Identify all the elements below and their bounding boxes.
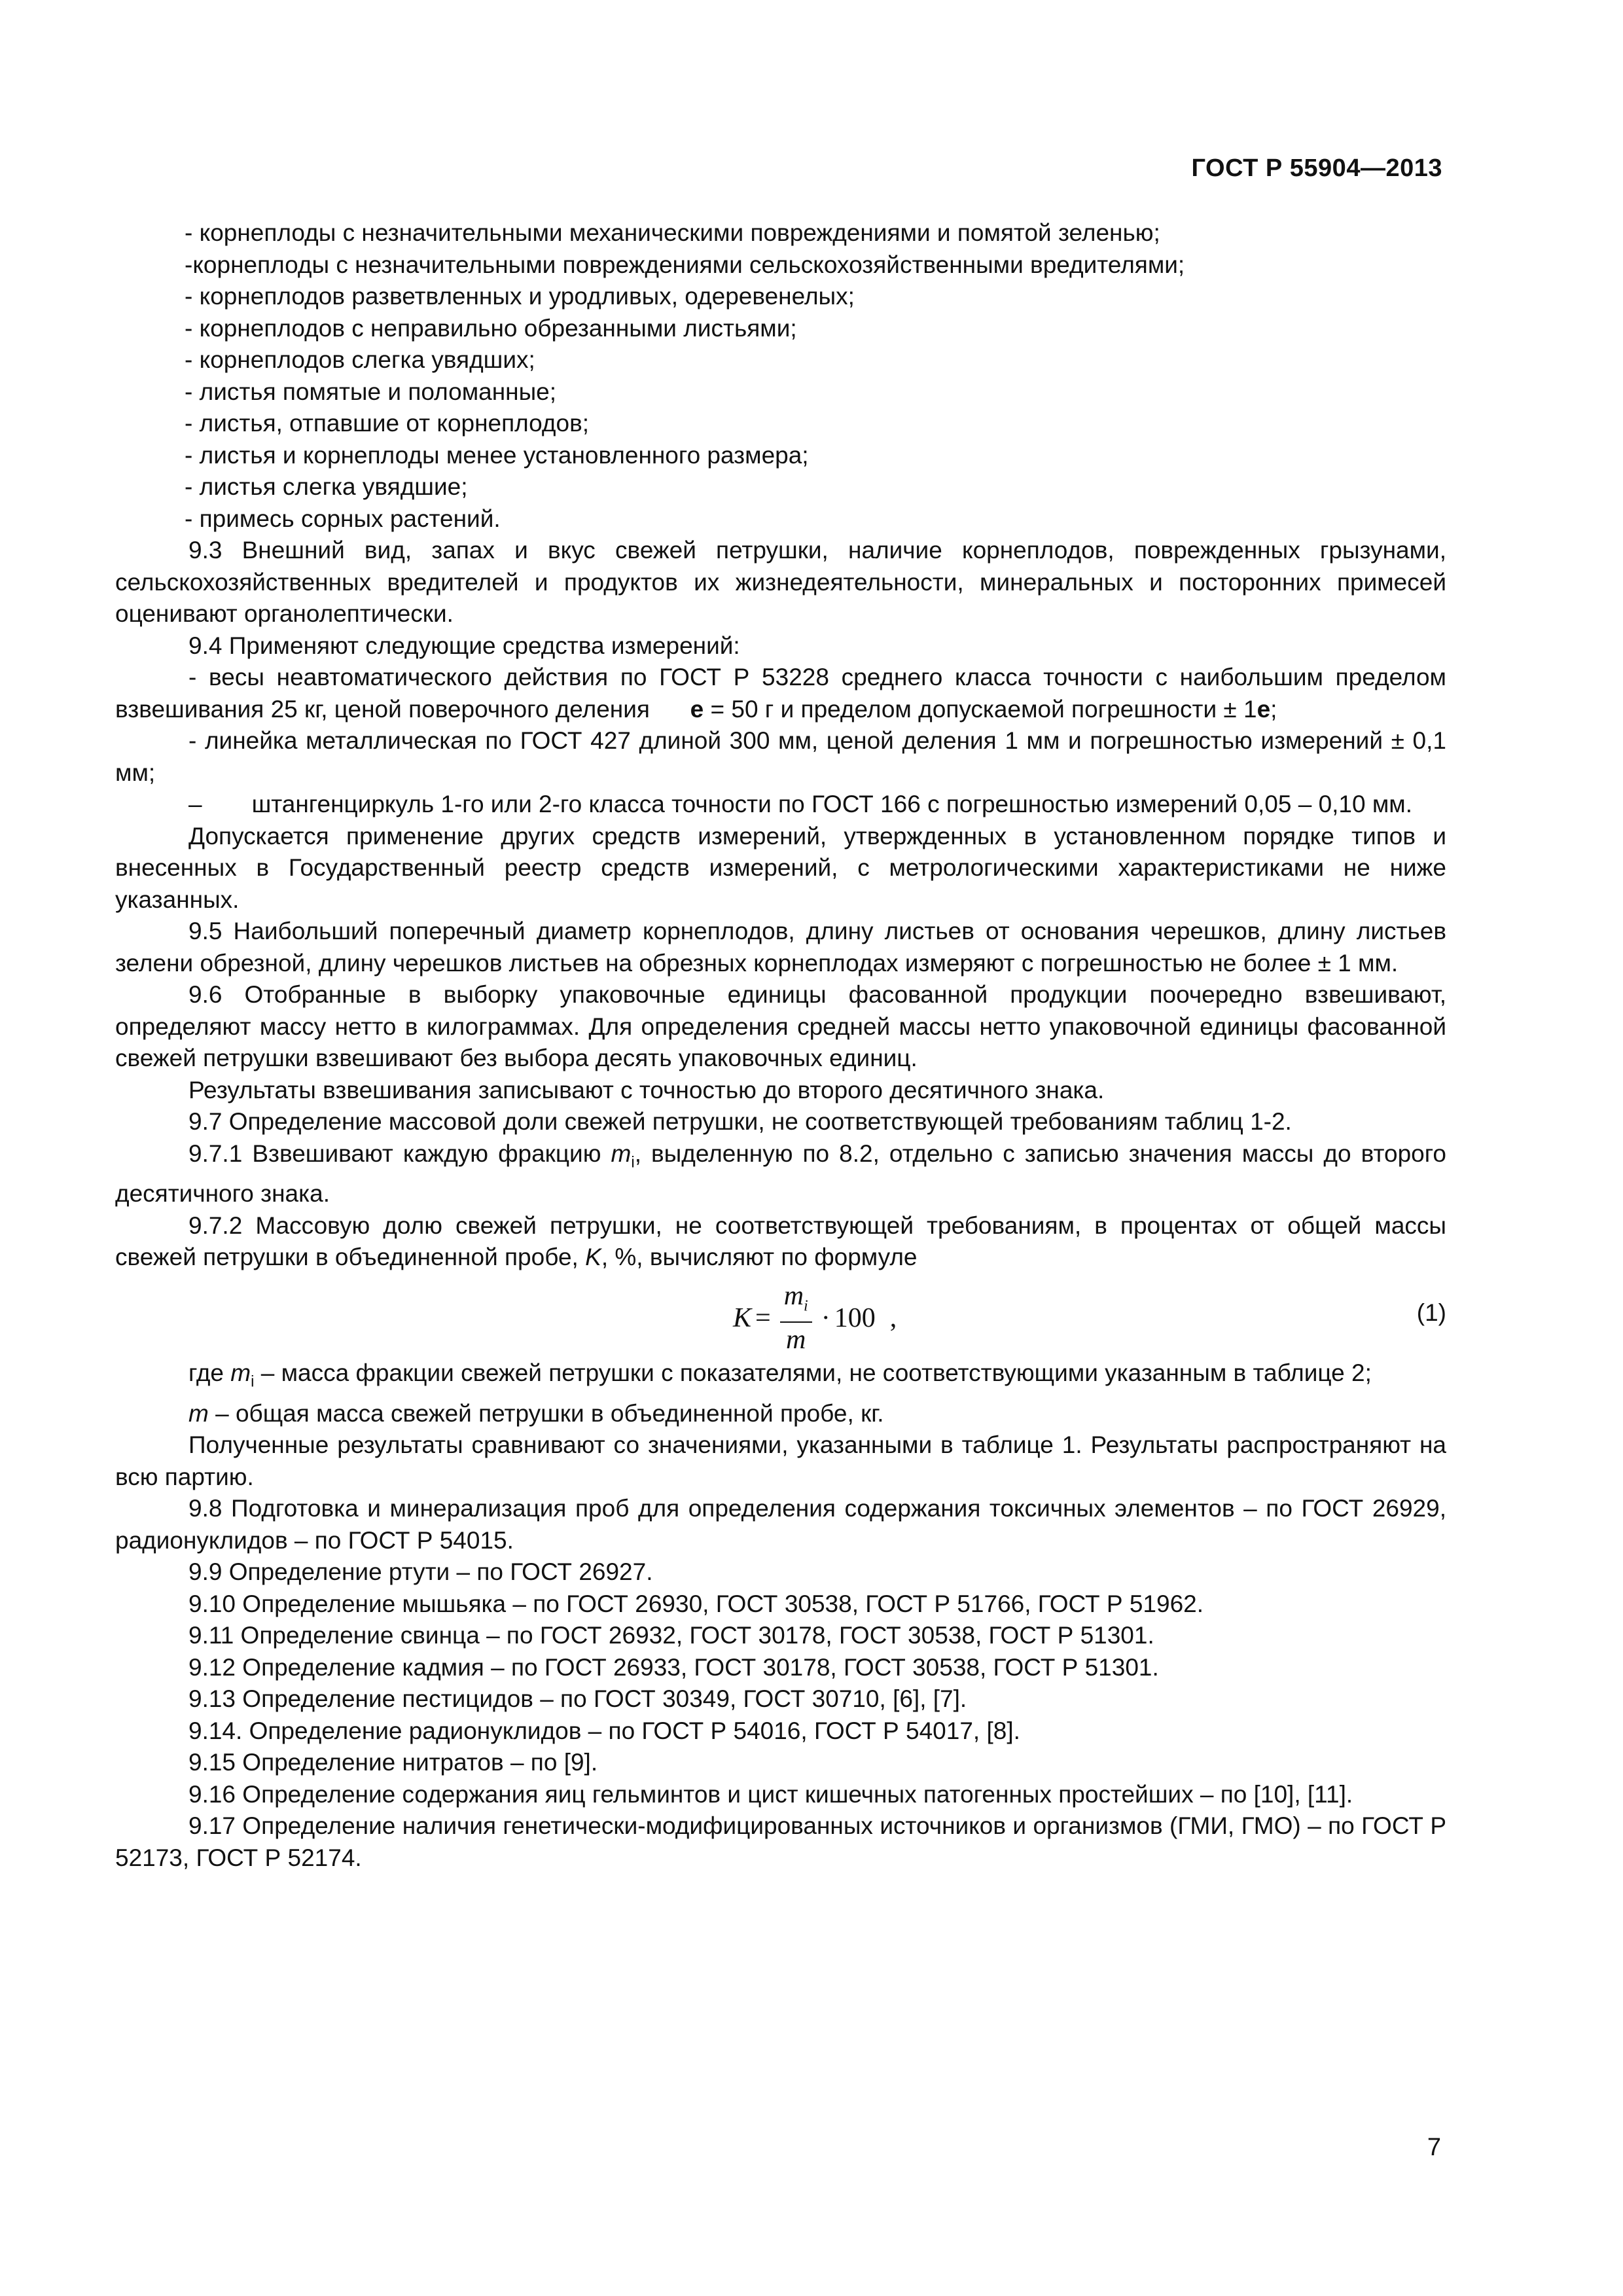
where-symbol: m bbox=[230, 1359, 251, 1386]
section-9-16: 9.16 Определение содержания яиц гельминтов и цист кишечных патогенных простейших – по [10], [11]. bbox=[188, 1780, 1353, 1808]
section-9-5: 9.5 Наибольший поперечный диаметр корнеплодов, длину листьев от основания черешков, длину листьев зелени обрезной, длину черешков листьев на обрезных корнеплодах измеряют с погрешностью не более ± 1 мм. bbox=[115, 918, 1446, 977]
where-text-b: – масса фракции свежей петрушки с показателями, не соответствующими указанным в таблице 2; bbox=[260, 1359, 1372, 1386]
section-9-3: 9.3 Внешний вид, запах и вкус свежей петрушки, наличие корнеплодов, поврежденных грызунами, сельскохозяйственных вредителей и продуктов их жизнедеятельности, минеральных и посторонних примесей оценивают органолептически. bbox=[115, 537, 1446, 627]
section-9-7: 9.7 Определение массовой доли свежей петрушки, не соответствующей требованиям таблиц 1-2. bbox=[188, 1108, 1292, 1135]
where-subscript: i bbox=[251, 1372, 255, 1391]
list-item: - листья, отпавшие от корнеплодов; bbox=[185, 410, 590, 437]
formula-numerator-sub: i bbox=[804, 1297, 808, 1315]
where-definition bbox=[115, 1357, 1446, 1398]
formula bbox=[733, 1280, 897, 1357]
list-item: - корнеплоды с незначительными механическими повреждениями и помятой зеленью; bbox=[185, 219, 1160, 246]
list-item: - листья слегка увядшие; bbox=[185, 473, 468, 500]
formula-times: · bbox=[821, 1303, 830, 1334]
section-9-4: 9.4 Применяют следующие средства измерений: bbox=[188, 632, 740, 659]
scales-text-b: = 50 г и пределом допускаемой погрешности ± 1 bbox=[710, 695, 1257, 723]
formula-fraction bbox=[780, 1280, 812, 1357]
scales-text-a: - весы неавтоматического действия по ГОСТ Р 53228 среднего класса точности с наибольшим пределом взвешивания 25 кг, ценой поверочного деления bbox=[115, 664, 1446, 723]
list-item: - листья помятые и поломанные; bbox=[185, 378, 557, 405]
where-text-a: где bbox=[188, 1359, 224, 1386]
section-9-7-2-text-a: 9.7.2 Массовую долю свежей петрушки, не соответствующей требованиям, в процентах от общей массы свежей петрушки в объединенной пробе, bbox=[115, 1211, 1446, 1271]
list-item: -корнеплоды с незначительными повреждениями сельскохозяйственными вредителями; bbox=[185, 251, 1185, 278]
section-9-17: 9.17 Определение наличия генетически-модифицированных источников и организмов (ГМИ, ГМО) – по ГОСТ Р 52173, ГОСТ Р 52174. bbox=[115, 1812, 1446, 1871]
section-9-11: 9.11 Определение свинца – по ГОСТ 26932, ГОСТ 30178, ГОСТ 30538, ГОСТ Р 51301. bbox=[188, 1622, 1154, 1649]
scale-interval-symbol: e bbox=[690, 695, 704, 723]
document-body bbox=[115, 217, 1446, 1874]
formula-block bbox=[115, 1278, 1446, 1355]
weighing-results-note: Результаты взвешивания записывают с точностью до второго десятичного знака. bbox=[188, 1076, 1105, 1103]
section-9-7-2-text-b: , %, вычисляют по формуле bbox=[601, 1244, 918, 1271]
total-mass-definition bbox=[115, 1398, 1446, 1430]
section-9-6: 9.6 Отобранные в выборку упаковочные единицы фасованной продукции поочередно взвешивают, определяют массу нетто в килограммах. Для определения средней массы нетто упаковочной единицы фасованной свежей петрушки взвешивают без выбора десять упаковочных единиц. bbox=[115, 981, 1446, 1071]
caliper-text: штангенциркуль 1-го или 2-го класса точности по ГОСТ 166 с погрешностью измерений 0,05 – 0,10 мм. bbox=[251, 791, 1413, 817]
section-9-7-1-text-a: 9.7.1 Взвешивают каждую фракцию bbox=[188, 1139, 601, 1167]
caliper-dash: – bbox=[188, 791, 202, 817]
section-9-12: 9.12 Определение кадмия – по ГОСТ 26933, ГОСТ 30178, ГОСТ 30538, ГОСТ Р 51301. bbox=[188, 1653, 1159, 1681]
comparison-note: Полученные результаты сравнивают со значениями, указанными в таблице 1. Результаты распространяют на всю партию. bbox=[115, 1431, 1446, 1490]
total-mass-text: – общая масса свежей петрушки в объединенной пробе, кг. bbox=[215, 1399, 884, 1427]
scales-text-c: ; bbox=[1270, 695, 1277, 723]
formula-comma: , bbox=[889, 1303, 897, 1334]
caliper-item bbox=[115, 789, 1446, 821]
other-instruments-note: Допускается применение других средств измерений, утвержденных в установленном порядке типов и внесенных в Государственный реестр средств измерений, с метрологическими характеристиками не ниже указанных. bbox=[115, 822, 1446, 913]
section-9-13: 9.13 Определение пестицидов – по ГОСТ 30349, ГОСТ 30710, [6], [7]. bbox=[188, 1685, 967, 1713]
list-item: - корнеплодов с неправильно обрезанными листьями; bbox=[185, 314, 797, 342]
fraction-mass-subscript: i bbox=[631, 1153, 635, 1171]
formula-factor: 100 bbox=[834, 1303, 876, 1334]
section-9-7-1 bbox=[115, 1138, 1446, 1210]
page-number: 7 bbox=[1427, 2134, 1441, 2161]
list-item: - корнеплодов слегка увядших; bbox=[185, 346, 535, 373]
section-9-9: 9.9 Определение ртути – по ГОСТ 26927. bbox=[188, 1558, 653, 1586]
mass-fraction-symbol: K bbox=[585, 1244, 601, 1271]
list-item: - примесь сорных растений. bbox=[185, 505, 501, 532]
scales-item bbox=[115, 662, 1446, 725]
section-9-10: 9.10 Определение мышьяка – по ГОСТ 26930, ГОСТ 30538, ГОСТ Р 51766, ГОСТ Р 51962. bbox=[188, 1590, 1204, 1617]
formula-lhs: K bbox=[733, 1303, 752, 1334]
ruler-item: - линейка металлическая по ГОСТ 427 длиной 300 мм, ценой деления 1 мм и погрешностью измерений ± 0,1 мм; bbox=[115, 727, 1446, 786]
scale-interval-symbol-2: e bbox=[1257, 695, 1271, 723]
section-9-15: 9.15 Определение нитратов – по [9]. bbox=[188, 1749, 598, 1776]
section-9-7-2 bbox=[115, 1210, 1446, 1274]
list-item: - корнеплодов разветвленных и уродливых, одеревенелых; bbox=[185, 283, 855, 310]
section-9-8: 9.8 Подготовка и минерализация проб для определения содержания токсичных элементов – по ГОСТ 26929, радионуклидов – по ГОСТ Р 54015. bbox=[115, 1495, 1446, 1554]
formula-number: (1) bbox=[1416, 1299, 1446, 1326]
total-mass-symbol: m bbox=[188, 1399, 209, 1427]
formula-numerator bbox=[780, 1280, 812, 1323]
fraction-mass-symbol: m bbox=[611, 1139, 632, 1167]
formula-denominator: m bbox=[786, 1325, 806, 1355]
section-9-7-1-text-b: , выделенную по 8.2, отдельно с записью значения массы до второго десятичного знака. bbox=[115, 1139, 1447, 1208]
document-code-header: ГОСТ Р 55904—2013 bbox=[1191, 154, 1442, 182]
section-9-14: 9.14. Определение радионуклидов – по ГОСТ Р 54016, ГОСТ Р 54017, [8]. bbox=[188, 1717, 1020, 1744]
formula-equals: = bbox=[755, 1303, 771, 1334]
list-item: - листья и корнеплоды менее установленного размера; bbox=[185, 441, 809, 469]
formula-numerator-var: m bbox=[783, 1280, 804, 1311]
